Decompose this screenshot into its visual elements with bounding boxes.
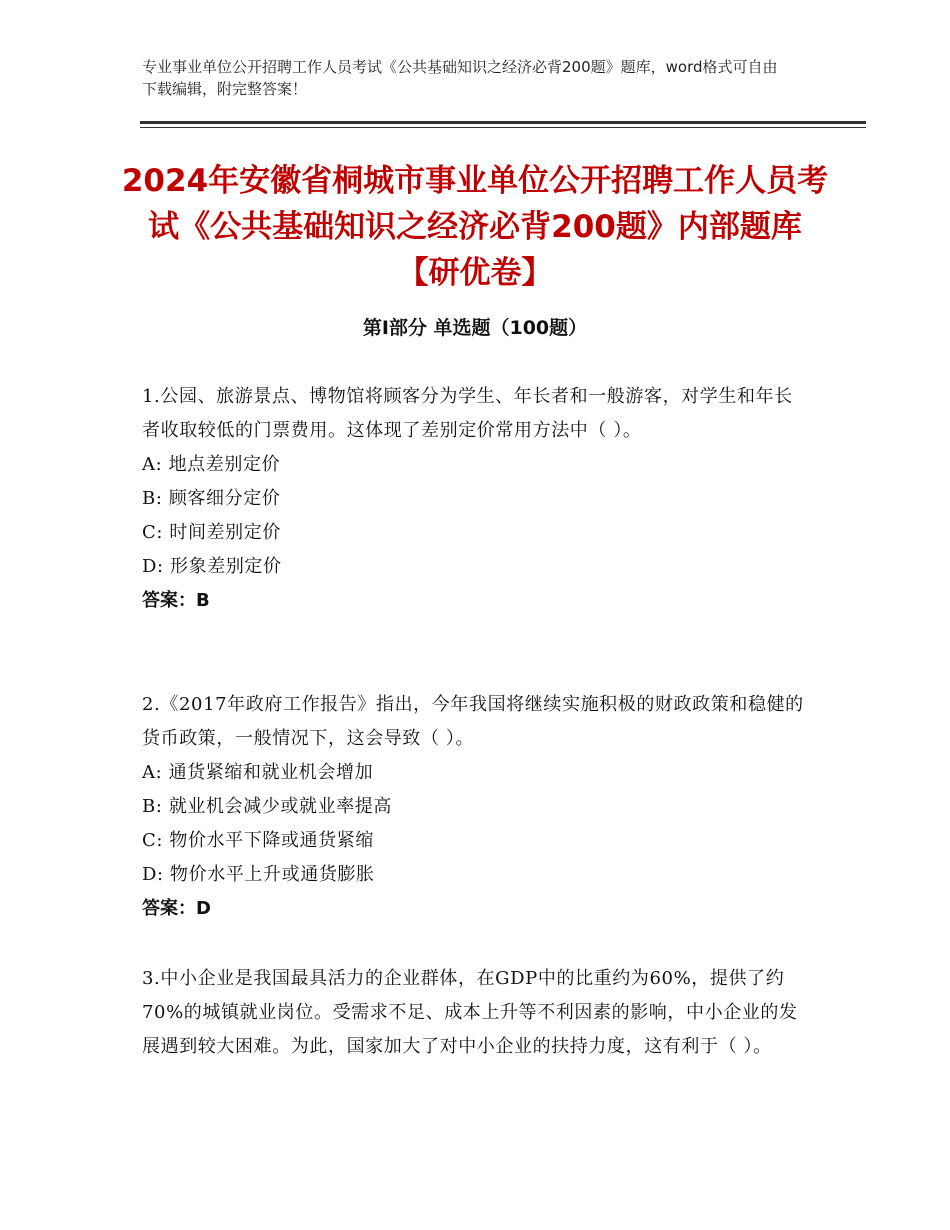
question-2 — [142, 688, 806, 926]
option-b: B: 顾客细分定价 — [142, 488, 281, 509]
option-c: C: 时间差别定价 — [142, 522, 281, 543]
option-b: B: 就业机会减少或就业率提高 — [142, 796, 393, 817]
question-stem: 1.公园、旅游景点、博物馆将顾客分为学生、年长者和一般游客，对学生和年长者收取较低的门票费用。这体现了差别定价常用方法中（ ）。 — [142, 386, 793, 441]
option-a: A: 通货紧缩和就业机会增加 — [142, 762, 374, 783]
answer: 答案：D — [142, 898, 211, 919]
option-a: A: 地点差别定价 — [142, 454, 281, 475]
question-3 — [142, 962, 806, 1064]
header-note: 专业事业单位公开招聘工作人员考试《公共基础知识之经济必背200题》题库，word格式可自由下载编辑，附完整答案！ — [142, 58, 778, 98]
option-d: D: 物价水平上升或通货膨胀 — [142, 864, 375, 885]
question-1 — [142, 380, 806, 618]
option-c: C: 物价水平下降或通货紧缩 — [142, 830, 374, 851]
option-d: D: 形象差别定价 — [142, 556, 282, 577]
answer: 答案：B — [142, 590, 210, 611]
header-divider-thin — [140, 127, 866, 128]
document-title: 2024年安徽省桐城市事业单位公开招聘工作人员考试《公共基础知识之经济必背200题》内部题库【研优卷】 — [121, 163, 829, 291]
question-stem: 3.中小企业是我国最具活力的企业群体，在GDP中的比重约为60%，提供了约70%的城镇就业岗位。受需求不足、成本上升等不利因素的影响，中小企业的发展遇到较大困难。为此，国家加大了对中小企业的扶持力度，这有利于（ ）。 — [142, 968, 798, 1057]
header-divider-thick — [140, 121, 866, 124]
question-stem: 2.《2017年政府工作报告》指出，今年我国将继续实施积极的财政政策和稳健的货币政策，一般情况下，这会导致（ ）。 — [142, 694, 804, 749]
section-title: 第I部分 单选题（100题） — [362, 317, 588, 339]
